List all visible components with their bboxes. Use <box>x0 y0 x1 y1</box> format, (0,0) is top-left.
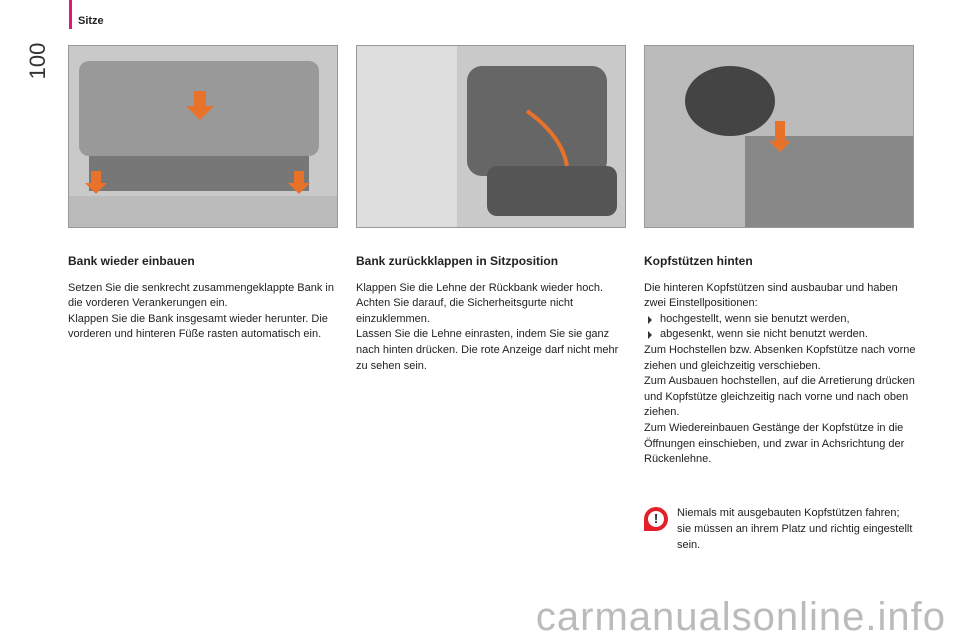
bullet-item: hochgestellt, wenn sie benutzt werden, <box>644 312 916 328</box>
warning-text: Niemals mit ausgebauten Kopfstützen fahren; sie müssen an ihrem Platz und richtig eingestellt sein. <box>677 507 913 551</box>
heading: Bank zurückklappen in Sitzposition <box>356 254 559 268</box>
paragraph: Klappen Sie die Bank insgesamt wieder herunter. Die vorderen und hinteren Füße rasten automatisch ein. <box>68 312 328 341</box>
bullet-item: abgesenkt, wenn sie nicht benutzt werden. <box>644 327 916 343</box>
illustration-bench-fold-back <box>356 45 626 228</box>
column-bench-fold-back <box>356 254 628 374</box>
watermark: carmanualsonline.info <box>535 595 946 639</box>
paragraph: Setzen Sie die senkrecht zusammengeklappte Bank in die vorderen Verankerungen ein. <box>68 281 334 310</box>
paragraph: Zum Ausbauen hochstellen, auf die Arretierung drücken und Kopfstütze gleichzeitig nach vorne und nach oben ziehen. <box>644 375 915 419</box>
column-headrests <box>644 254 916 468</box>
illustration-bench-reinstall <box>68 45 338 228</box>
heading: Bank wieder einbauen <box>68 254 195 268</box>
warning-note <box>644 505 914 553</box>
paragraph: Achten Sie darauf, die Sicherheitsgurte nicht einzuklemmen. <box>356 297 574 325</box>
section-title: Sitze <box>78 15 104 27</box>
paragraph: Die hinteren Kopfstützen sind ausbaubar und haben zwei Einstellpositionen: <box>644 281 898 310</box>
paragraph: Zum Hochstellen bzw. Absenken Kopfstütze nach vorne ziehen und gleichzeitig verschieben. <box>644 343 916 372</box>
heading: Kopfstützen hinten <box>644 254 753 268</box>
column-bench-reinstall <box>68 254 340 343</box>
warning-icon: ! <box>644 507 668 531</box>
section-marker <box>69 0 72 29</box>
paragraph: Lassen Sie die Lehne einrasten, indem Sie sie ganz nach hinten drücken. Die rote Anzeige darf nicht mehr zu sehen sein. <box>356 328 619 372</box>
page-number: 100 <box>25 42 50 80</box>
paragraph: Klappen Sie die Lehne der Rückbank wieder hoch. <box>356 281 604 294</box>
illustration-headrest <box>644 45 914 228</box>
paragraph: Zum Wiedereinbauen Gestänge der Kopfstütze in die Öffnungen einschieben, und zwar in Achsrichtung der Rückenlehne. <box>644 421 905 466</box>
